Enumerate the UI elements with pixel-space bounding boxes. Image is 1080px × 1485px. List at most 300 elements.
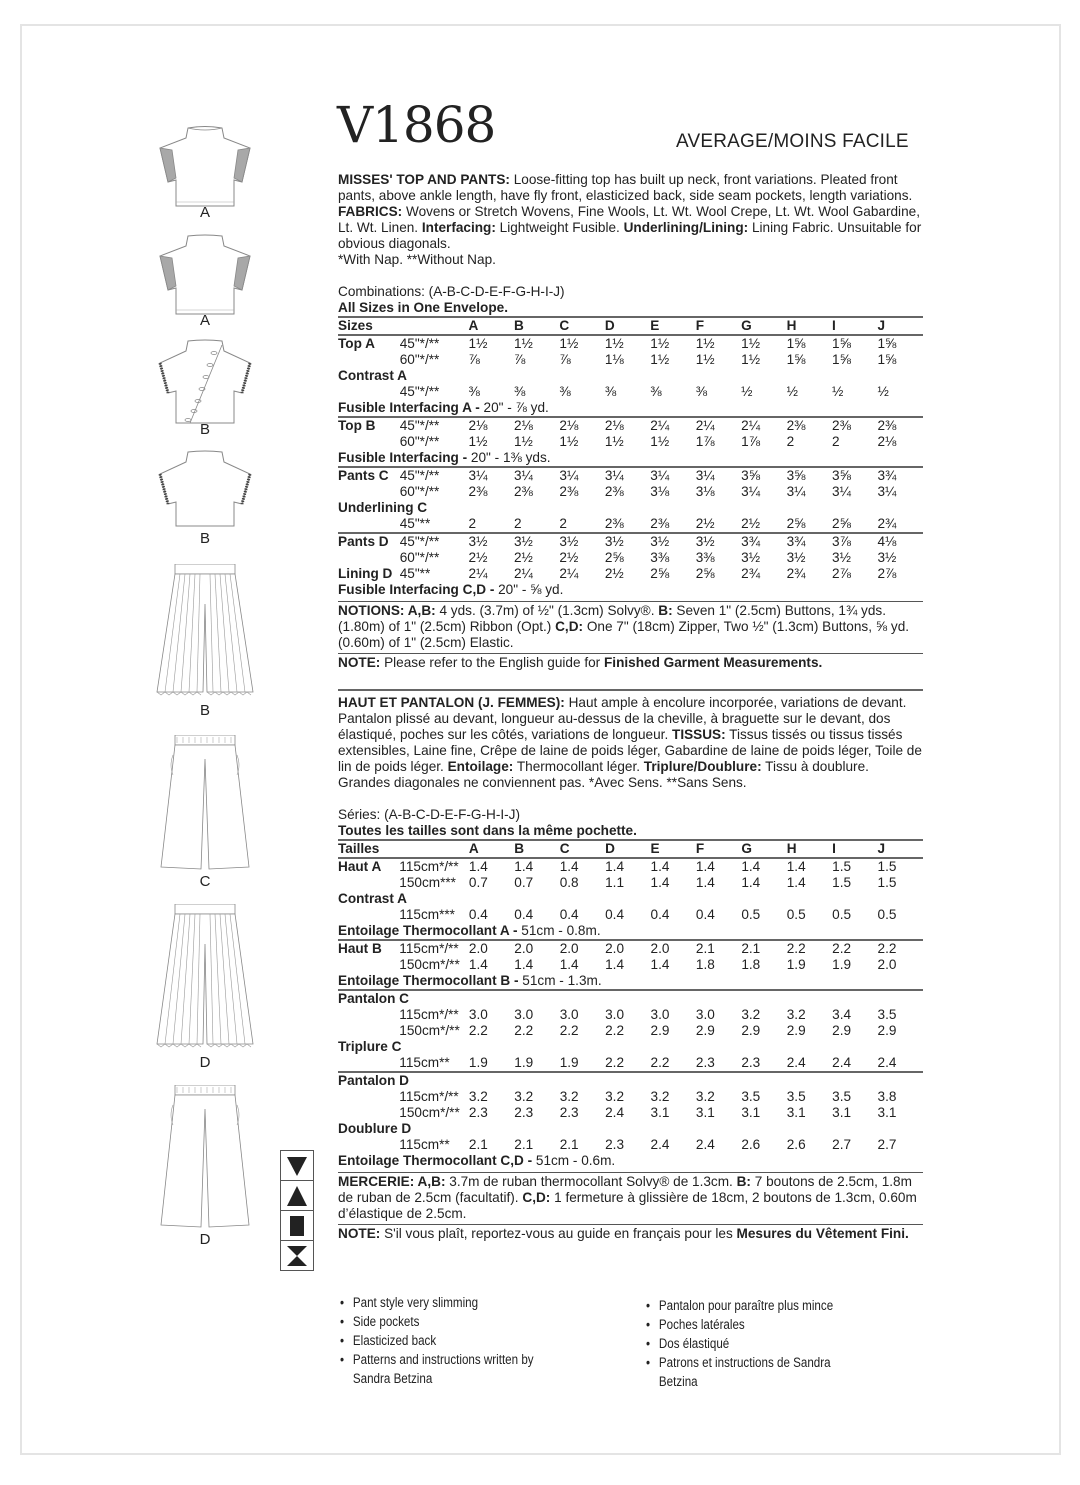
yardage-value: 2⅝: [832, 516, 851, 531]
yardage-value: 1½: [695, 352, 715, 367]
table-row: [338, 384, 923, 400]
fabric-name: Pants C: [338, 467, 400, 484]
fabric-name: [338, 1023, 399, 1039]
yardage-value: 0.4: [605, 907, 625, 922]
square-icon: [281, 1211, 313, 1241]
yardage-value: 2⅜: [604, 516, 624, 531]
size-column-header: C: [559, 317, 604, 335]
yardage-value: 2.1: [696, 940, 741, 957]
interfacing-note: Entoilage Thermocollant A - 51cm - 0.8m.: [338, 923, 601, 938]
table-row: [338, 550, 923, 566]
illustration-top-b-front: [150, 335, 260, 438]
yardage-value: 1⅝: [832, 352, 851, 367]
yardage-value: 3¼: [877, 484, 897, 499]
fabric-width: 45"*/**: [400, 467, 469, 484]
size-column-header: B: [514, 317, 559, 335]
interfacing-note: Fusible Interfacing C,D - 20" - ⅝ yd.: [338, 582, 564, 597]
feature-item: • Dos élastiqué: [646, 1334, 861, 1353]
note-text: NOTE: Please refer to the English guide for Finished Garment Measurements.: [338, 655, 823, 670]
yardage-value: 0.5: [877, 907, 897, 922]
yardage-value: 1.9: [832, 957, 852, 972]
fabric-width: 150cm*/**: [399, 1023, 460, 1038]
size-column-header: B: [514, 840, 559, 858]
yardage-value: 2: [513, 516, 522, 531]
features-french: [646, 1296, 896, 1391]
yardage-value: 2⅞: [832, 566, 851, 581]
yardage-value: 2⅛: [559, 417, 604, 434]
interfacing-row: [338, 450, 923, 467]
view-label: B: [199, 421, 210, 438]
yardage-value: ⅜: [604, 384, 617, 399]
yardage-value: 0.8: [559, 875, 579, 890]
table-row: [338, 467, 923, 484]
yardage-value: 2.4: [786, 1055, 806, 1070]
yardage-value: 2¾: [786, 566, 806, 581]
table-row: [338, 484, 923, 500]
size-column-header: C: [560, 840, 605, 858]
yardage-value: 2: [559, 516, 567, 531]
yardage-value: 2⅛: [877, 434, 897, 449]
interfacing-note: Entoilage Thermocollant C,D - 51cm - 0.6m.: [338, 1153, 616, 1168]
table-row: [338, 1007, 923, 1023]
yardage-value: 4⅛: [877, 533, 923, 550]
interfacing-note: Entoilage Thermocollant B - 51cm - 1.3m.: [338, 973, 602, 988]
table-row: [338, 907, 923, 923]
yardage-value: 1½: [741, 352, 761, 367]
fabric-name: Pantalon D: [338, 1072, 923, 1089]
yardage-value: ½: [741, 384, 753, 399]
yardage-value: 3.1: [832, 1105, 852, 1120]
yardage-value: 2½: [604, 566, 624, 581]
yardage-value: ⅜: [559, 384, 571, 399]
yardage-value: 2.9: [741, 1023, 761, 1038]
yardage-value: 0.5: [832, 907, 852, 922]
fabric-name: Pantalon C: [338, 990, 923, 1007]
yardage-value: 2.0: [605, 940, 650, 957]
yardage-value: 3⅝: [787, 467, 832, 484]
yardage-value: 2⅜: [877, 417, 923, 434]
fabric-name: Doublure D: [338, 1121, 412, 1136]
fabric-width: 115cm*/**: [399, 1089, 459, 1104]
yardage-value: 1½: [559, 335, 604, 352]
yardage-value: 2.4: [695, 1137, 715, 1152]
size-column-header: A: [469, 840, 514, 858]
yardage-value: ⅞: [468, 352, 480, 367]
yardage-value: 0.7: [468, 875, 488, 890]
yardage-value: 3.2: [650, 1089, 670, 1104]
yardage-value: 3.0: [514, 1007, 534, 1022]
yardage-value: 1⅝: [832, 335, 877, 352]
yardage-value: 3½: [696, 533, 741, 550]
fabric-name: [338, 1055, 399, 1072]
yardage-value: 2¾: [877, 516, 897, 531]
difficulty-level: AVERAGE/MOINS FACILE: [676, 131, 909, 152]
fabric-name: Haut A: [338, 858, 399, 875]
yardage-value: ½: [877, 384, 889, 399]
yardage-value: 3⅜: [695, 550, 715, 565]
fabric-name: Top A: [338, 335, 400, 352]
fabric-width: 115cm**: [399, 1055, 450, 1070]
yardage-value: 2⅜: [468, 484, 488, 499]
fabric-width: 60"*/**: [399, 484, 440, 499]
series: Séries: (A-B-C-D-E-F-G-H-I-J): [338, 807, 520, 822]
yardage-value: 2½: [741, 516, 761, 531]
view-label: B: [199, 702, 210, 719]
yardage-table-english: [338, 316, 923, 598]
table-row: [338, 1055, 923, 1072]
view-label: C: [199, 873, 211, 890]
yardage-value: 2: [832, 434, 840, 449]
yardage-value: 3.0: [605, 1007, 625, 1022]
yardage-value: 2.2: [787, 940, 832, 957]
yardage-value: 1.4: [650, 957, 670, 972]
yardage-value: 2.1: [559, 1137, 579, 1152]
yardage-value: 3¼: [469, 467, 514, 484]
yardage-value: ½: [832, 384, 844, 399]
size-column-header: H: [787, 840, 832, 858]
yardage-value: ⅞: [513, 352, 526, 367]
fabric-width: 45"*/**: [400, 335, 469, 352]
size-symbols-box: [280, 1150, 314, 1271]
fabric-width: 45"*/**: [400, 533, 469, 550]
interfacing-row: [338, 923, 923, 940]
yardage-value: 0.5: [741, 907, 761, 922]
table-row: [338, 417, 923, 434]
yardage-value: 3¼: [514, 467, 559, 484]
yardage-value: 0.4: [514, 907, 534, 922]
yardage-value: 2⅝: [695, 566, 715, 581]
interfacing-row: [338, 1153, 923, 1169]
yardage-value: 3⅛: [695, 484, 715, 499]
feature-item: • Patterns and instructions written by Sandra Betzina: [340, 1350, 555, 1388]
feature-item: • Pant style very slimming: [340, 1293, 555, 1312]
yardage-value: 2⅜: [650, 516, 670, 531]
yardage-value: 1½: [650, 434, 670, 449]
triangle-up-icon: [281, 1181, 313, 1211]
illustration-pants-c-back: [155, 735, 255, 895]
yardage-value: 1⅝: [877, 335, 923, 352]
yardage-value: 2.0: [560, 940, 605, 957]
yardage-value: 2.0: [514, 940, 559, 957]
size-column-header: D: [605, 840, 650, 858]
yardage-value: 1.4: [559, 957, 579, 972]
header-label: Tailles: [338, 840, 469, 858]
feature-item: • Patrons et instructions de Sandra Betzina: [646, 1353, 861, 1391]
yardage-value: 2.4: [605, 1105, 625, 1120]
yardage-value: 3.5: [786, 1089, 806, 1104]
table-row: [338, 1089, 923, 1105]
yardage-value: 0.4: [468, 907, 488, 922]
size-column-header: E: [650, 317, 695, 335]
yardage-value: 2.2: [605, 1023, 625, 1038]
yardage-value: 2.4: [877, 1055, 897, 1070]
fabric-width: 60"*/**: [399, 352, 440, 367]
yardage-value: 3.2: [695, 1089, 715, 1104]
yardage-value: 2.3: [468, 1105, 488, 1120]
yardage-value: 2⅞: [877, 566, 897, 581]
fabric-width: 45"*/**: [400, 417, 469, 434]
fabric-name: [338, 875, 399, 891]
fabric-name: Top B: [338, 417, 400, 434]
size-column-header: I: [832, 840, 877, 858]
yardage-value: 2⅛: [514, 417, 559, 434]
yardage-value: 2.9: [695, 1023, 715, 1038]
illustration-pleated-pants-b: [155, 564, 255, 724]
yardage-value: 3¾: [787, 533, 832, 550]
table-row: [338, 1039, 923, 1055]
yardage-value: 1.4: [741, 875, 761, 890]
yardage-value: 3.2: [514, 1089, 534, 1104]
fabric-name: Pants D: [338, 533, 400, 550]
english-section: [338, 172, 923, 691]
yardage-value: 3.5: [741, 1089, 761, 1104]
yardage-value: 0.5: [786, 907, 806, 922]
yardage-value: 3.1: [786, 1105, 806, 1120]
size-column-header: H: [787, 317, 832, 335]
notions: [338, 603, 923, 651]
yardage-value: 3.2: [559, 1089, 579, 1104]
yardage-value: 1.4: [741, 858, 786, 875]
fabric-name: [338, 957, 399, 973]
yardage-value: 0.7: [514, 875, 534, 890]
fabric-width: 115cm***: [399, 907, 455, 922]
envelope-note-fr: Toutes les tailles sont dans la même pochette.: [338, 823, 637, 838]
mercerie: [338, 1174, 923, 1222]
yardage-value: 1⅝: [877, 352, 897, 367]
yardage-value: 1⅛: [604, 352, 624, 367]
yardage-value: 2.0: [469, 940, 514, 957]
table-row: [338, 533, 923, 550]
table-row: [338, 434, 923, 450]
yardage-value: 2⅜: [559, 484, 579, 499]
interfacing-note: Fusible Interfacing - 20" - 1⅜ yds.: [338, 450, 551, 465]
interfacing-row: [338, 400, 923, 417]
fabric-name: [338, 907, 399, 923]
table-row: [338, 335, 923, 352]
yardage-value: 2.9: [786, 1023, 806, 1038]
yardage-value: 3¼: [741, 484, 761, 499]
yardage-value: 2.9: [650, 1023, 670, 1038]
yardage-value: 1½: [696, 335, 741, 352]
yardage-value: 1.4: [468, 957, 488, 972]
yardage-value: 3.5: [877, 1007, 897, 1022]
yardage-value: 3⅜: [650, 550, 670, 565]
fabric-width: 150cm*/**: [399, 957, 460, 972]
size-column-header: D: [605, 317, 650, 335]
fabric-name: Haut B: [338, 940, 399, 957]
yardage-value: 3.2: [786, 1007, 806, 1022]
note-french: [338, 1226, 923, 1242]
yardage-value: 1⅞: [695, 434, 715, 449]
yardage-value: 1½: [468, 434, 488, 449]
feature-item: • Elasticized back: [340, 1331, 555, 1350]
yardage-value: 3.1: [695, 1105, 715, 1120]
yardage-value: 2.3: [741, 1055, 761, 1070]
yardage-value: 2¼: [741, 417, 786, 434]
yardage-value: 1½: [650, 335, 695, 352]
yardage-value: 1½: [605, 335, 650, 352]
yardage-value: 1.4: [695, 875, 715, 890]
yardage-value: 2¼: [468, 566, 488, 581]
yardage-value: 3½: [559, 533, 604, 550]
yardage-value: 1.4: [787, 858, 832, 875]
yardage-value: 2.2: [878, 940, 923, 957]
yardage-value: 2.7: [832, 1137, 852, 1152]
yardage-value: 2.0: [651, 940, 696, 957]
fabric-name: [338, 434, 400, 450]
yardage-value: 2: [786, 434, 795, 449]
yardage-value: 1.4: [605, 957, 625, 972]
table-row: [338, 1105, 923, 1121]
table-row: [338, 352, 923, 368]
yardage-value: 2.7: [877, 1137, 897, 1152]
illustration-pleated-pants-d: [155, 904, 255, 1074]
yardage-value: 1.5: [832, 875, 852, 890]
table-row: [338, 891, 923, 907]
fabric-name: Contrast A: [338, 368, 407, 383]
yardage-value: 3.8: [877, 1089, 897, 1104]
feature-item: • Pantalon pour paraître plus mince: [646, 1296, 861, 1315]
table-row: [338, 1023, 923, 1039]
fabric-width: 150cm***: [399, 875, 456, 890]
yardage-value: 1⅝: [787, 335, 832, 352]
yardage-value: 3½: [605, 533, 650, 550]
triangle-down-icon: [281, 1151, 313, 1181]
mercerie-text: MERCERIE: A,B: 3.7m de ruban thermocollant Solvy® de 1.3cm. B: 7 boutons de 2.5cm, 1.8m de ruban de 2.5cm (facultatif). C,D: 1 fermeture à glissière de 18cm, 2 boutons de 1.3cm, 0.60m d’élastique de 2.5cm.: [338, 1174, 917, 1221]
yardage-value: 3⅝: [741, 467, 786, 484]
yardage-table-french: [338, 839, 923, 1169]
size-column-header: E: [651, 840, 696, 858]
yardage-value: 2⅛: [469, 417, 514, 434]
fabric-width: 115cm**: [399, 1137, 450, 1152]
yardage-value: 2.3: [695, 1055, 715, 1070]
yardage-value: 3¼: [832, 484, 851, 499]
yardage-value: 3⅝: [832, 467, 877, 484]
yardage-value: 1⅝: [786, 352, 806, 367]
fabric-width: 45"**: [399, 566, 431, 581]
yardage-value: 1½: [469, 335, 514, 352]
yardage-value: 2.9: [877, 1023, 897, 1038]
size-column-header: F: [696, 840, 741, 858]
yardage-value: 2½: [559, 550, 579, 565]
fabric-name: [338, 352, 400, 368]
table-row: [338, 990, 923, 1007]
yardage-value: 3.1: [650, 1105, 670, 1120]
yardage-value: 3⅛: [650, 484, 670, 499]
yardage-value: 2.2: [514, 1023, 534, 1038]
size-column-header: J: [878, 840, 923, 858]
yardage-value: 1½: [604, 434, 624, 449]
note-text: NOTE: S'il vous plaît, reportez-vous au guide en français pour les Mesures du Vêtement Fini.: [338, 1226, 909, 1241]
size-column-header: G: [741, 317, 786, 335]
yardage-value: 3½: [650, 533, 695, 550]
description-text: HAUT ET PANTALON (J. FEMMES): Haut ample à encolure incorporée, variations de devant. Pantalon plissé au devant, longueur au-dessus de la cheville, à braguette sur le devant, dos élastiqué, poches sur les côtés, variations de longueur. TISSUS: Tissus tissés ou tissus tissés extensibles, Laine fine, Crêpe de laine de poids léger, Gabardine de laine de poids léger, Toile de lin de poids léger. Entoilage: Thermocollant léger. Triplure/Doublure: Tissu à doublure. Grandes diagonales ne conviennent pas. *Avec Sens. **Sans Sens.: [338, 695, 922, 790]
feature-item: • Side pockets: [340, 1312, 555, 1331]
yardage-value: 2.9: [832, 1023, 852, 1038]
features-english: [340, 1293, 590, 1388]
yardage-value: ½: [786, 384, 798, 399]
pattern-number: V1868: [337, 96, 496, 154]
illustration-top-a-back: [150, 230, 260, 330]
yardage-value: ⅞: [559, 352, 571, 367]
yardage-value: 3⅞: [832, 533, 877, 550]
yardage-value: ⅜: [650, 384, 662, 399]
envelope-note: All Sizes in One Envelope.: [338, 300, 508, 315]
hourglass-icon: [281, 1241, 313, 1270]
table-row: [338, 957, 923, 973]
fabric-width: 45"*/**: [399, 384, 440, 399]
yardage-value: 3.0: [559, 1007, 579, 1022]
fabric-width: 150cm*/**: [399, 1105, 460, 1120]
illustration-pants-d-back: [155, 1085, 255, 1255]
yardage-value: 3¼: [786, 484, 806, 499]
yardage-value: 2.2: [605, 1055, 625, 1070]
yardage-value: 2½: [513, 550, 533, 565]
table-row: [338, 500, 923, 516]
yardage-value: 1.9: [786, 957, 806, 972]
fabric-width: 60"*/**: [399, 550, 440, 565]
yardage-value: 1.5: [832, 858, 877, 875]
notions-text: NOTIONS: A,B: 4 yds. (3.7m) of ½" (1.3cm) Solvy®. B: Seven 1" (2.5cm) Buttons, 1¾ yds. (1.80m) of 1" (2.5cm) Ribbon (Opt.) C,D: One 7" (18cm) Zipper, Two ½" (1.3cm) Buttons, ⅝ yd. (0.60m) of 1" (2.5cm) Elastic.: [338, 603, 910, 650]
yardage-value: 1½: [650, 352, 670, 367]
table-row: [338, 858, 923, 875]
yardage-value: 1.9: [559, 1055, 579, 1070]
yardage-value: 3½: [877, 550, 897, 565]
yardage-value: 1.4: [786, 875, 806, 890]
view-label: D: [199, 1231, 211, 1248]
yardage-value: 2⅛: [605, 417, 650, 434]
yardage-value: 1⅞: [741, 434, 761, 449]
yardage-value: 3.2: [605, 1089, 625, 1104]
yardage-value: 1.4: [560, 858, 605, 875]
fabric-width: 115cm*/**: [399, 858, 469, 875]
yardage-value: 2⅜: [513, 484, 533, 499]
fabric-name: [338, 1007, 399, 1023]
yardage-value: 2¼: [559, 566, 579, 581]
yardage-value: 2⅝: [650, 566, 670, 581]
yardage-value: 3.4: [832, 1007, 852, 1022]
yardage-value: 2.1: [741, 940, 786, 957]
yardage-value: 3½: [786, 550, 806, 565]
fabric-name: [338, 484, 400, 500]
table-row: [338, 1137, 923, 1153]
french-description: [338, 695, 923, 791]
view-label: D: [199, 1054, 211, 1071]
yardage-value: 0.4: [650, 907, 670, 922]
table-row: [338, 1121, 923, 1137]
yardage-value: 1.4: [605, 858, 650, 875]
yardage-value: 2.4: [650, 1137, 670, 1152]
table-row: [338, 516, 923, 533]
yardage-value: 3¼: [650, 467, 695, 484]
fabric-width: 115cm*/**: [399, 940, 469, 957]
yardage-value: 2¼: [650, 417, 695, 434]
yardage-value: 3.2: [468, 1089, 488, 1104]
yardage-value: 1.8: [741, 957, 761, 972]
yardage-value: 1½: [514, 335, 559, 352]
interfacing-note: Fusible Interfacing A - 20" - ⅞ yd.: [338, 400, 549, 415]
yardage-value: 1.9: [514, 1055, 534, 1070]
yardage-value: 1.4: [514, 858, 559, 875]
yardage-value: 1.4: [696, 858, 741, 875]
size-column-header: F: [696, 317, 741, 335]
yardage-value: 1½: [741, 335, 786, 352]
yardage-value: 1½: [513, 434, 533, 449]
table-row: [338, 875, 923, 891]
yardage-value: 2.2: [832, 940, 877, 957]
yardage-value: 2¼: [696, 417, 741, 434]
yardage-value: 3.5: [832, 1089, 852, 1104]
